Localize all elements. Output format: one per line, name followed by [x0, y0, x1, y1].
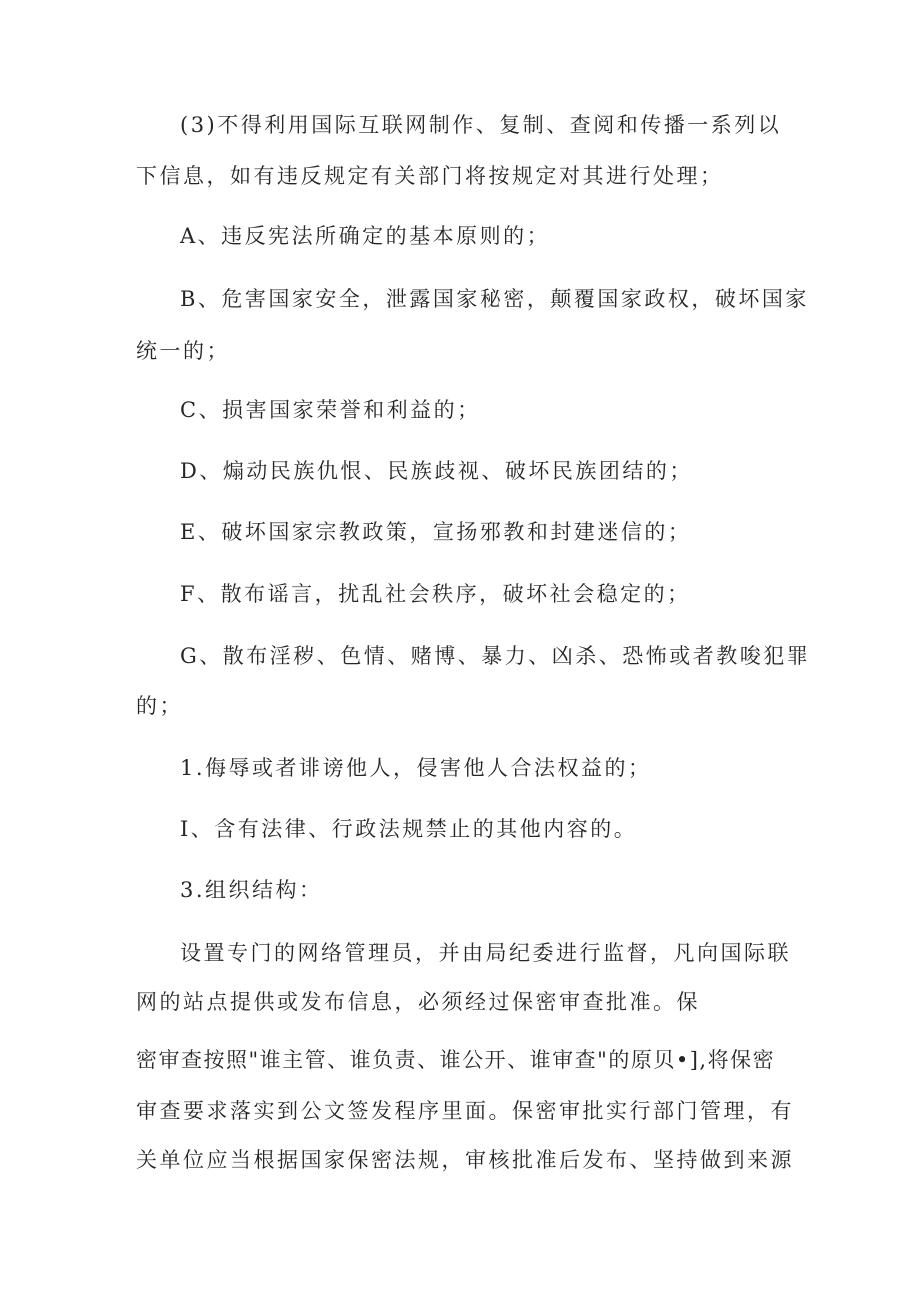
item-f: F、散布谣言，扰乱社会秩序，破坏社会稳定的； — [180, 582, 691, 606]
para-3-line-1: (3)不得利用国际互联网制作、复制、查阅和传播一系列以 — [180, 113, 782, 137]
body-line-2: 网的站点提供或发布信息，必须经过保密审查批准。保 — [136, 990, 700, 1014]
section-heading-org-structure: 3.组织结构： — [180, 878, 323, 902]
item-d: D、煽动民族仇恨、民族歧视、破坏民族团结的； — [180, 459, 693, 483]
item-e: E、破坏国家宗教政策，宣扬邪教和封建迷信的； — [180, 520, 692, 544]
item-g-line-1: G、散布淫秽、色情、赌博、暴力、凶杀、恐怖或者教唆犯罪 — [180, 644, 811, 668]
body-line-5: 关单位应当根据国家保密法规，审核批准后发布、坚持做到来源 — [136, 1148, 794, 1172]
item-c: C、损害国家荣誉和利益的； — [180, 398, 481, 422]
body-line-4: 审查要求落实到公文签发程序里面。保密审批实行部门管理，有 — [136, 1099, 794, 1123]
item-i: I、含有法律、行政法规禁止的其他内容的。 — [180, 817, 638, 841]
para-3-line-2: 下信息，如有违反规定有关部门将按规定对其进行处理； — [136, 164, 724, 188]
body-line-3: 密审查按照"谁主管、谁负责、谁公开、谁审查"的原贝•],将保密 — [136, 1048, 776, 1072]
item-a: A、违反宪法所确定的基本原则的； — [180, 224, 551, 248]
item-1: 1.侮辱或者诽谤他人，侵害他人合法权益的； — [180, 756, 652, 780]
item-b-line-2: 统一的； — [136, 339, 230, 363]
item-b-line-1: B、危害国家安全，泄露国家秘密，颠覆国家政权，破坏国家 — [180, 287, 809, 311]
body-line-1: 设置专门的网络管理员，并由局纪委进行监督，凡向国际联 — [180, 941, 791, 965]
item-g-line-2: 的； — [136, 694, 183, 718]
